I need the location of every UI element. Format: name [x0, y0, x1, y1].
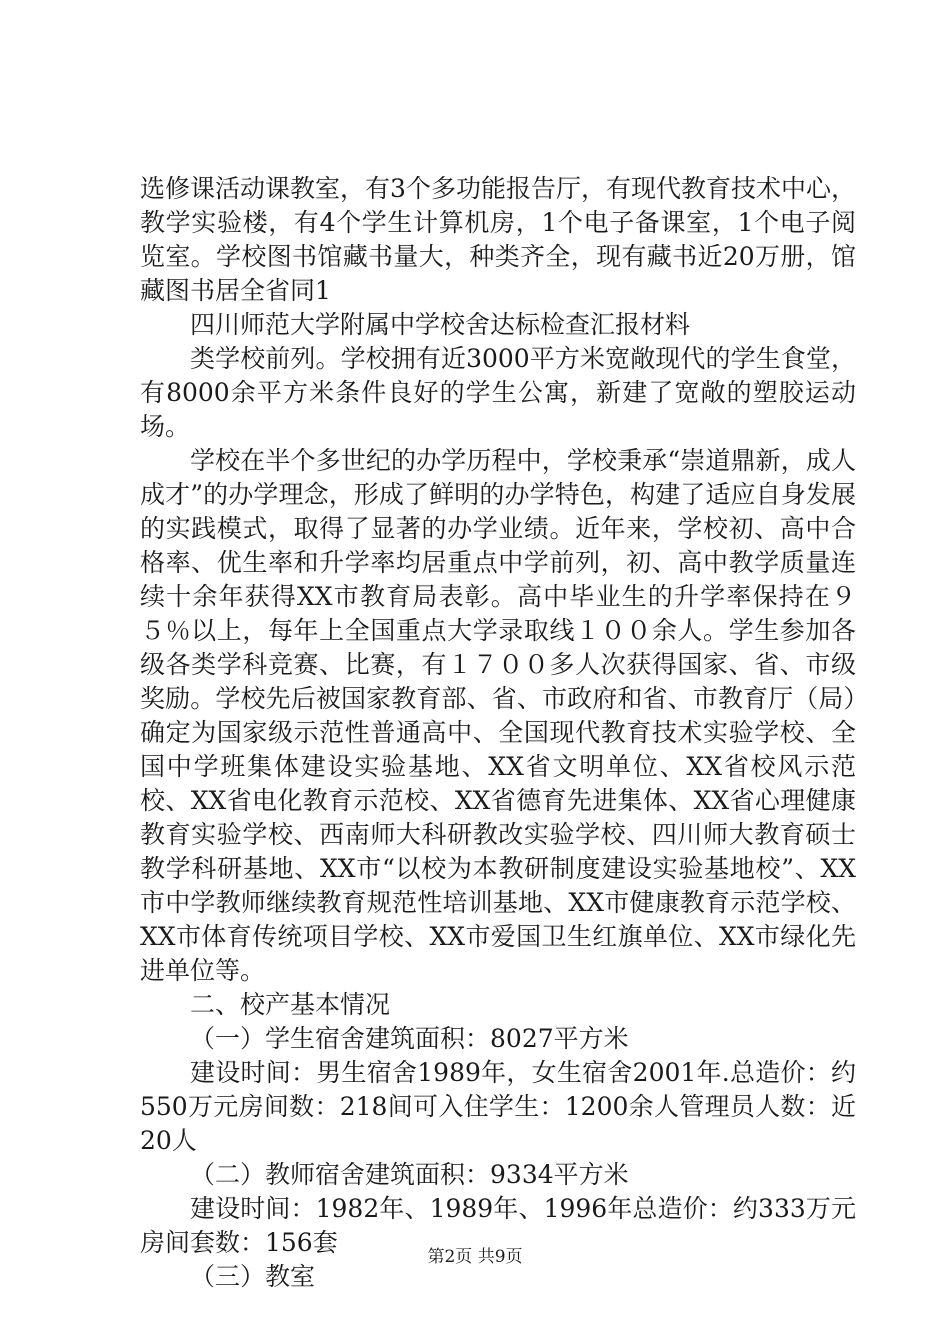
paragraph-teacher-dorm: 建设时间：1982年、1989年、1996年总造价：约333万元房间套数：156套: [140, 1194, 856, 1257]
document-title-line: 四川师范大学附属中学校舍达标检查汇报材料: [190, 310, 691, 339]
subheading-teacher-dorm: （二）教师宿舍建筑面积：9334平方米: [190, 1160, 629, 1189]
page-footer: 第2页 共9页: [427, 1247, 523, 1267]
paragraph-student-dorm: 建设时间：男生宿舍1989年，女生宿舍2001年.总造价：约550万元房间数：218间可入住学生：1200余人管理员人数：近20人: [140, 1058, 856, 1155]
subheading-classroom: （三）教室: [190, 1262, 316, 1291]
paragraph-facilities: 选修课活动课教室，有3个多功能报告厅，有现代教育技术中心，教学实验楼，有4个学生计算机房，1个电子备课室，1个电子阅览室。学校图书馆藏书量大，种类齐全，现有藏书近20万册，馆藏图书居全省同1: [140, 174, 856, 305]
subheading-student-dorm: （一）学生宿舍建筑面积：8027平方米: [190, 1024, 629, 1053]
paragraph-history: 学校在半个多世纪的办学历程中，学校秉承“崇道鼎新，成人成才”的办学理念，形成了鲜明的办学特色，构建了适应自身发展的实践模式，取得了显著的办学业绩。近年来，学校初、高中合格率、优生率和升学率均居重点中学前列，初、高中教学质量连续十余年获得XX市教育局表彰。高中毕业生的升学率保持在９５％以上，每年上全国重点大学录取线１００余人。学生参加各级各类学科竞赛、比赛，有１７００多人次获得国家、省、市级奖励。学校先后被国家教育部、省、市政府和省、市教育厅（局）确定为国家级示范性普通高中、全国现代教育技术实验学校、全国中学班集体建设实验基地、XX省文明单位、XX省校风示范校、XX省电化教育示范校、XX省德育先进集体、XX省心理健康教育实验学校、西南师大科研教改实验学校、四川师大教育硕士教学科研基地、XX市“以校为本教研制度建设实验基地校”、XX市中学教师继续教育规范性培训基地、XX市健康教育示范学校、XX市体育传统项目学校、XX市爱国卫生红旗单位、XX市绿化先进单位等。: [140, 446, 856, 985]
paragraph-canteen: 类学校前列。学校拥有近3000平方米宽敞现代的学生食堂，有8000余平方米条件良好的学生公寓，新建了宽敞的塑胶运动场。: [140, 344, 856, 441]
section-heading-assets: 二、校产基本情况: [190, 990, 391, 1019]
document-body: [140, 172, 856, 1294]
